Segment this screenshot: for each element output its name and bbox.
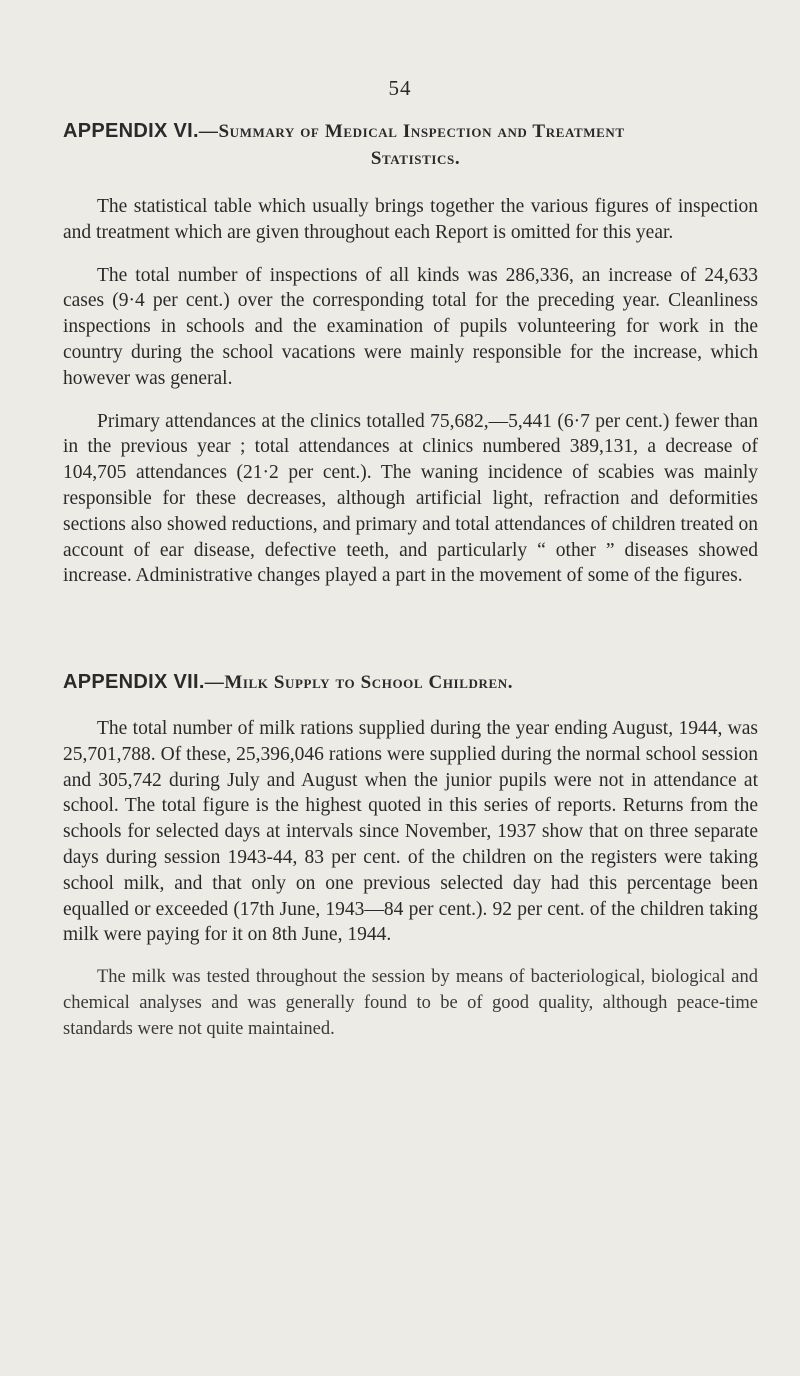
appendix-vii-section <box>63 669 758 1043</box>
paragraph: The total number of milk rations supplied during the year ending August, 1944, was 25,701,788. Of these, 25,396,046 rations were supplied during the normal school session and 305,742 during July and August when the junior pupils were not in attendance at school. The total figure is the highest quoted in this series of reports. Returns from the schools for selected days at intervals since November, 1937 show that on three separate days during session 1943-44, 83 per cent. of the children on the registers were taking school milk, and that only on one previous selected day had this percentage been equalled or exceeded (17th June, 1943—84 per cent.). 92 per cent. of the children taking milk were paying for it on 8th June, 1944. <box>63 718 758 946</box>
appendix-vii-label: APPENDIX VII. <box>63 671 205 693</box>
paragraph: The total number of inspections of all kinds was 286,336, an increase of 24,633 cases (9·4 per cent.) over the corresponding total for the preceding year. Cleanliness inspections in schools and the examination of pupils volunteering for work in the country during the school vacations were mainly responsible for the increase, which however was general. <box>63 264 758 389</box>
page-number: 54 <box>388 76 412 100</box>
appendix-vii-heading <box>63 669 758 696</box>
appendix-vi-section <box>63 118 758 589</box>
paragraph: Primary attendances at the clinics totalled 75,682,—5,441 (6·7 per cent.) fewer than in the previous year ; total attendances at clinics numbered 389,131, a decrease of 104,705 attendances (21·2 per cent.). The waning incidence of scabies was mainly responsible for these decreases, although artificial light, refraction and deformities sections also showed reductions, and primary and total attendances of children treated on account of ear disease, defective teeth, and particularly “ other ” diseases showed increase. Administrative changes played a part in the movement of some of the figures. <box>63 410 758 587</box>
paragraph: The milk was tested throughout the session by means of bacteriological, biological and chemical analyses and was generally found to be of good quality, although peace-time standards were not quite maintained. <box>63 967 758 1039</box>
appendix-vi-title: —Summary of Medical Inspection and Treatment <box>198 121 625 142</box>
appendix-vi-label: APPENDIX VI. <box>63 120 199 142</box>
appendix-vi-heading <box>63 118 758 172</box>
appendix-vii-title: —Milk Supply to School Children. <box>204 672 514 693</box>
appendix-vi-title-continuation: Statistics. <box>370 148 461 169</box>
paragraph: The statistical table which usually brings together the various figures of inspection and treatment which are given throughout each Report is omitted for this year. <box>63 196 758 243</box>
